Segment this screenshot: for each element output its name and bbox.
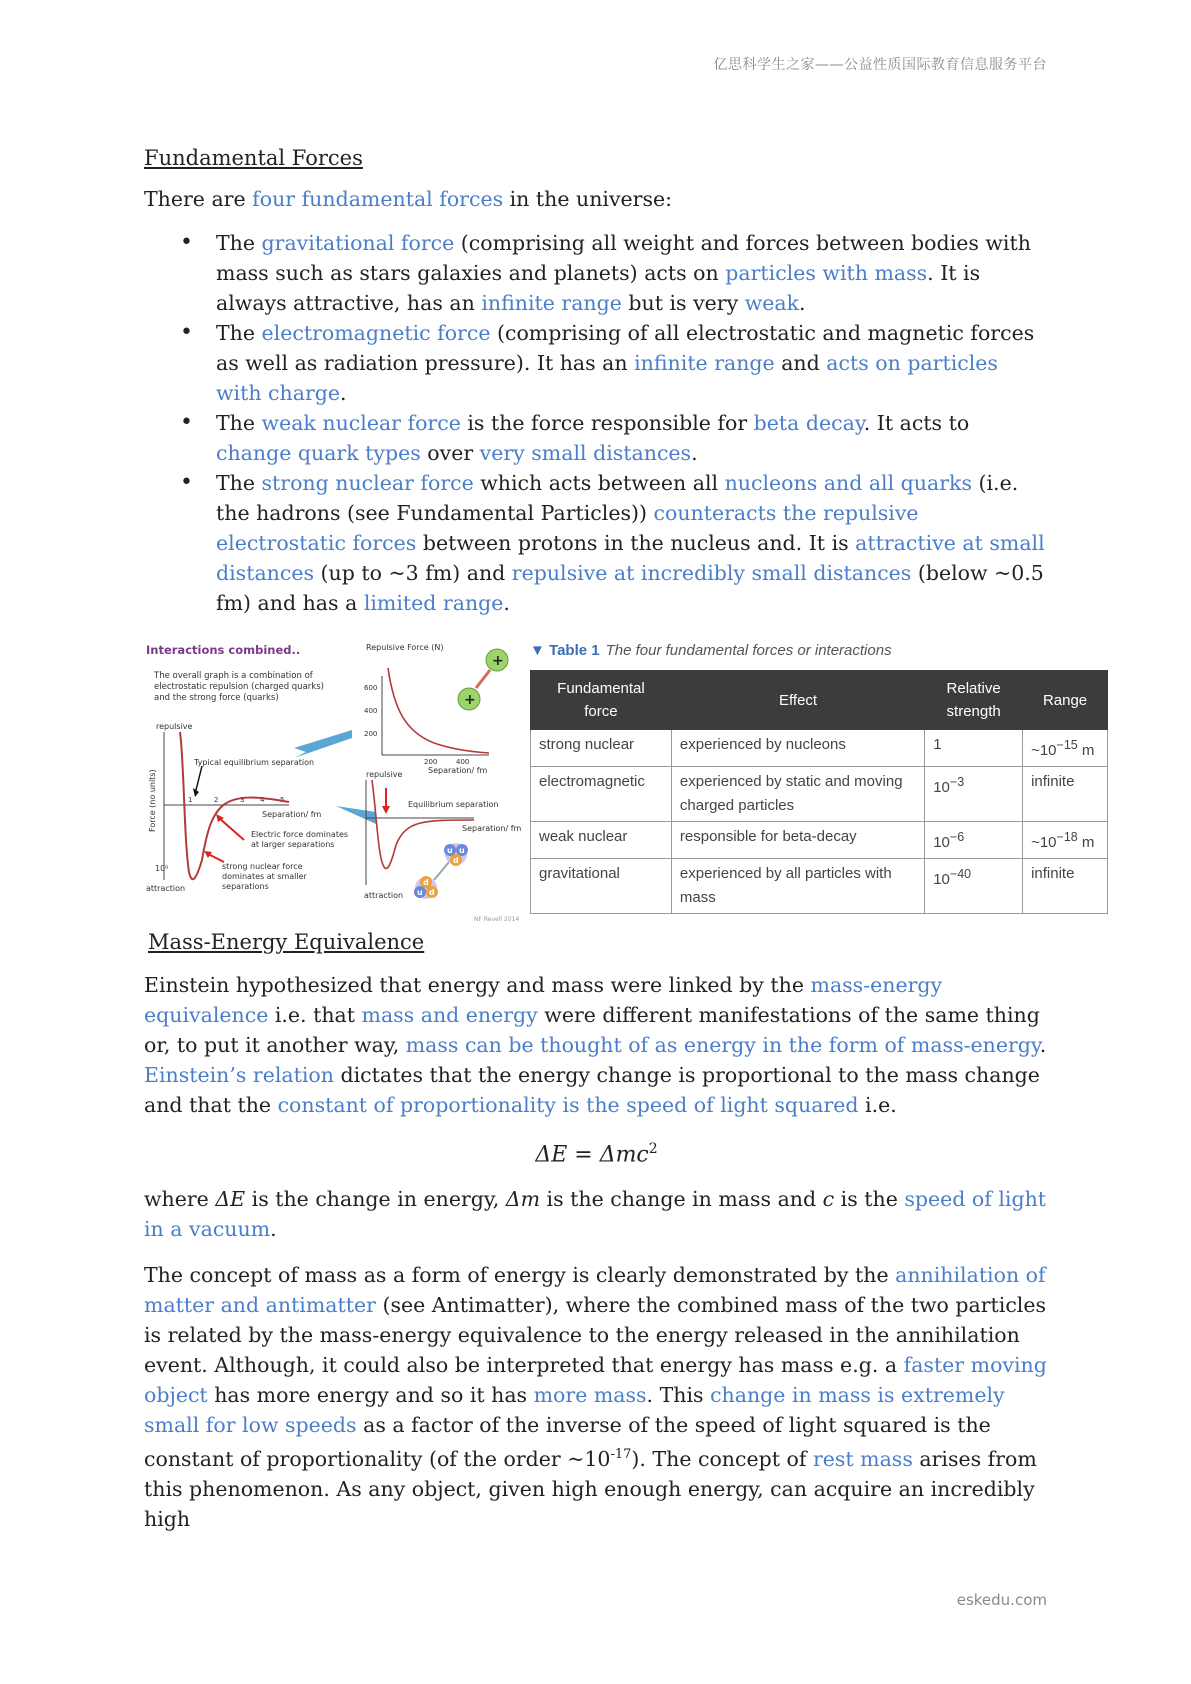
table-row <box>531 767 1108 822</box>
rep-tick-label: 200 <box>364 730 378 738</box>
electric-arrow <box>219 818 244 840</box>
tick-label: 2 <box>214 796 219 804</box>
strength-cell: $10^{-3}$ <box>925 767 1023 822</box>
repulsive-force-title: Repulsive Force (N) <box>366 643 444 652</box>
tick-label: 3 <box>240 796 245 804</box>
einstein-equation: ΔE = Δmc$^2$ <box>535 1141 658 1168</box>
forces-table <box>530 670 1108 914</box>
highlighted-term: faster moving object <box>144 1353 1047 1408</box>
blue-pointer-2 <box>336 806 376 824</box>
quark-label: u <box>447 846 453 855</box>
highlighted-term: repulsive at incredibly small distances <box>511 561 912 585</box>
page-footer: eskedu.com <box>956 1591 1047 1609</box>
tick-label: 1 <box>188 796 193 804</box>
strong-arrow <box>208 854 224 862</box>
column-header: Effect <box>671 671 924 730</box>
tick-label: 5 <box>280 796 285 804</box>
mass-energy-section <box>144 930 1049 1534</box>
range-cell: infinite <box>1023 859 1108 914</box>
highlighted-term: beta decay <box>753 411 864 435</box>
highlighted-term: particles with mass <box>725 261 928 285</box>
page-header: 亿思科学生之家——公益性质国际教育信息服务平台 <box>713 57 1047 73</box>
effect-cell: experienced by static and moving charged particles <box>671 767 924 822</box>
range-cell: $\sim 10^{-18}$ m <box>1023 822 1108 859</box>
plus-sign: + <box>492 653 504 669</box>
highlighted-term: constant of proportionality is the speed of light squared <box>277 1093 859 1117</box>
fundamental-forces-section <box>144 146 1049 618</box>
effect-cell: experienced by all particles with mass <box>671 859 924 914</box>
highlighted-term: counteracts the repulsive electrostatic forces <box>216 501 919 555</box>
table-caption: ▼ Table 1 The four fundamental forces or interactions <box>530 642 892 659</box>
highlighted-term: mass can be thought of as energy in the form of mass-energy <box>405 1033 1040 1057</box>
force-axis-label: Force (no units) <box>148 769 157 832</box>
plus-sign: + <box>464 692 476 708</box>
eq-attraction-label: attraction <box>364 891 404 900</box>
highlighted-term: nucleons and all quarks <box>724 471 972 495</box>
mass-energy-paragraph-1: Einstein hypothesized that energy and mass were linked by the mass-energy equivalence i.e. that mass and energy were different manifestations of the same thing or, to put it another way, mass can be thought of as energy in the form of mass-energy. Einstein’s relation dictates that the energy change is proportional to the mass change and that the constant of proportionality is the speed of light squared i.e. <box>144 973 1047 1117</box>
highlighted-term: gravitational force <box>261 231 455 255</box>
highlighted-term: mass-energy equivalence <box>144 973 943 1027</box>
rep-x-tick: 200 <box>424 758 438 766</box>
highlighted-term: attractive at small distances <box>216 531 1045 585</box>
highlighted-term: speed of light in a vacuum <box>144 1187 1047 1242</box>
highlighted-term: change in mass is extremely small for low speeds <box>144 1383 1005 1438</box>
eq-arrow-head <box>382 806 390 814</box>
highlighted-term: weak <box>744 291 800 315</box>
mass-energy-paragraph-3: The concept of mass as a form of energy is clearly demonstrated by the annihilation of matter and antimatter (see Antimatter), where the combined mass of the two particles is related by the mass-energy equivalence to the energy released in the annihilation event. Although, it could also be interpreted that energy has mass e.g. a faster moving object has more energy and so it has more mass. This change in mass is extremely small for low speeds as a factor of the inverse of the speed of light squared is the constant of proportionality (of the order $\sim 10^{-17}$). The concept of rest mass arises from this phenomenon. As any object, given high enough energy, can acquire an incredibly high <box>144 1263 1047 1532</box>
eq-sep-fm-label: Separation/ fm <box>462 824 522 833</box>
list-item: • The weak nuclear force is the force responsible for beta decay. It acts to change quark types over very small distances. <box>216 408 1049 468</box>
eq-repulsive-label: repulsive <box>366 770 403 779</box>
mass-energy-paragraph-2: where ΔE is the change in energy, Δm is the change in mass and c is the speed of light in a vacuum. <box>144 1187 1047 1242</box>
fundamental-forces-heading: Fundamental Forces <box>144 146 363 170</box>
rep-tick-label: 400 <box>364 707 378 715</box>
rep-separation-label: Separation/ fm <box>428 766 488 775</box>
electric-dominates-label: Electric force dominates at larger separations <box>251 830 349 849</box>
quark-label: u <box>417 888 423 897</box>
table-header-row <box>531 671 1108 730</box>
force-cell: electromagnetic <box>531 767 672 822</box>
connector-line <box>434 862 449 880</box>
forces-list <box>144 228 1049 618</box>
strength-cell: 1 <box>925 730 1023 767</box>
equilibrium-arrow <box>196 766 202 790</box>
highlighted-term: rest mass <box>812 1447 913 1472</box>
quark-label: d <box>453 856 459 865</box>
attraction-label: attraction <box>146 884 186 893</box>
effect-cell: responsible for beta-decay <box>671 822 924 859</box>
strength-cell: $10^{-6}$ <box>925 822 1023 859</box>
quark-label: d <box>423 878 429 887</box>
rep-tick-label: 600 <box>364 684 378 692</box>
table-row <box>531 822 1108 859</box>
table-row <box>531 859 1108 914</box>
list-item: • The strong nuclear force which acts between all nucleons and all quarks (i.e. the hadrons (see Fundamental Particles)) counteracts the repulsive electrostatic forces between protons in the nucleus and. It is attractive at small distances (up to ~3 fm) and repulsive at incredibly small distances (below ~0.5 fm) and has a limited range. <box>216 468 1049 618</box>
range-cell: $\sim 10^{-15}$ m <box>1023 730 1108 767</box>
highlighted-term: limited range <box>363 591 504 615</box>
effect-cell: experienced by nucleons <box>671 730 924 767</box>
figure-title: Interactions combined.. <box>146 643 301 657</box>
ten-label: 10⁰ <box>155 864 169 873</box>
strength-cell: $10^{-40}$ <box>925 859 1023 914</box>
table-row <box>531 730 1108 767</box>
repulsive-curve <box>388 668 489 753</box>
force-cell: gravitational <box>531 859 672 914</box>
eq-separation-label: Equilibrium separation <box>408 800 499 809</box>
highlighted-term: acts on particles with charge <box>216 351 998 405</box>
forces-intro: There are four fundamental forces in the universe: <box>144 187 673 211</box>
rep-x-tick: 400 <box>456 758 470 766</box>
list-item: • The electromagnetic force (comprising of all electrostatic and magnetic forces as well as radiation pressure). It has an infinite range and acts on particles with charge. <box>216 318 1049 408</box>
interactions-figure <box>144 640 522 930</box>
tick-label: 4 <box>260 796 265 804</box>
list-item: • The gravitational force (comprising all weight and forces between bodies with mass such as stars galaxies and planets) acts on particles with mass. It is always attractive, has an infinite range but is very weak. <box>216 228 1049 318</box>
blue-pointer-1 <box>294 730 352 758</box>
column-header: Relative strength <box>925 671 1023 730</box>
highlighted-term: infinite range <box>634 351 775 375</box>
force-cell: strong nuclear <box>531 730 672 767</box>
highlighted-term: strong nuclear force <box>261 471 474 495</box>
highlighted-term: infinite range <box>481 291 622 315</box>
figure-credit: NF Revell 2014 <box>474 916 520 923</box>
strong-dominates-label: strong nuclear force dominates at smaller separations <box>222 862 307 891</box>
highlighted-term: very small distances <box>479 441 692 465</box>
typical-equilibrium-label: Typical equilibrium separation <box>194 758 315 767</box>
column-header: Range <box>1023 671 1108 730</box>
highlighted-term: electromagnetic force <box>261 321 491 345</box>
highlighted-term: mass and energy <box>361 1003 538 1027</box>
separation-label: Separation/ fm <box>262 810 322 819</box>
highlighted-term: more mass <box>533 1383 647 1408</box>
mass-energy-heading: Mass-Energy Equivalence <box>148 930 425 954</box>
quark-label: u <box>459 846 465 855</box>
quark-label: d <box>429 888 435 897</box>
force-cell: weak nuclear <box>531 822 672 859</box>
forces-table-block <box>530 640 1108 908</box>
repulsive-label: repulsive <box>156 722 193 731</box>
column-header: Fundamental force <box>531 671 672 730</box>
highlighted-term: annihilation of matter and antimatter <box>144 1263 1046 1318</box>
highlighted-term: Einstein’s relation <box>144 1063 334 1087</box>
force-graphs-svg <box>144 640 522 930</box>
range-cell: infinite <box>1023 767 1108 822</box>
highlighted-term: weak nuclear force <box>261 411 461 435</box>
figure-description: The overall graph is a combination of electrostatic repulsion (charged quarks) and the strong force (quarks) <box>154 671 324 703</box>
left-force-curve <box>180 732 289 879</box>
highlighted-term: change quark types <box>216 441 421 465</box>
repel-arrow <box>476 670 490 688</box>
